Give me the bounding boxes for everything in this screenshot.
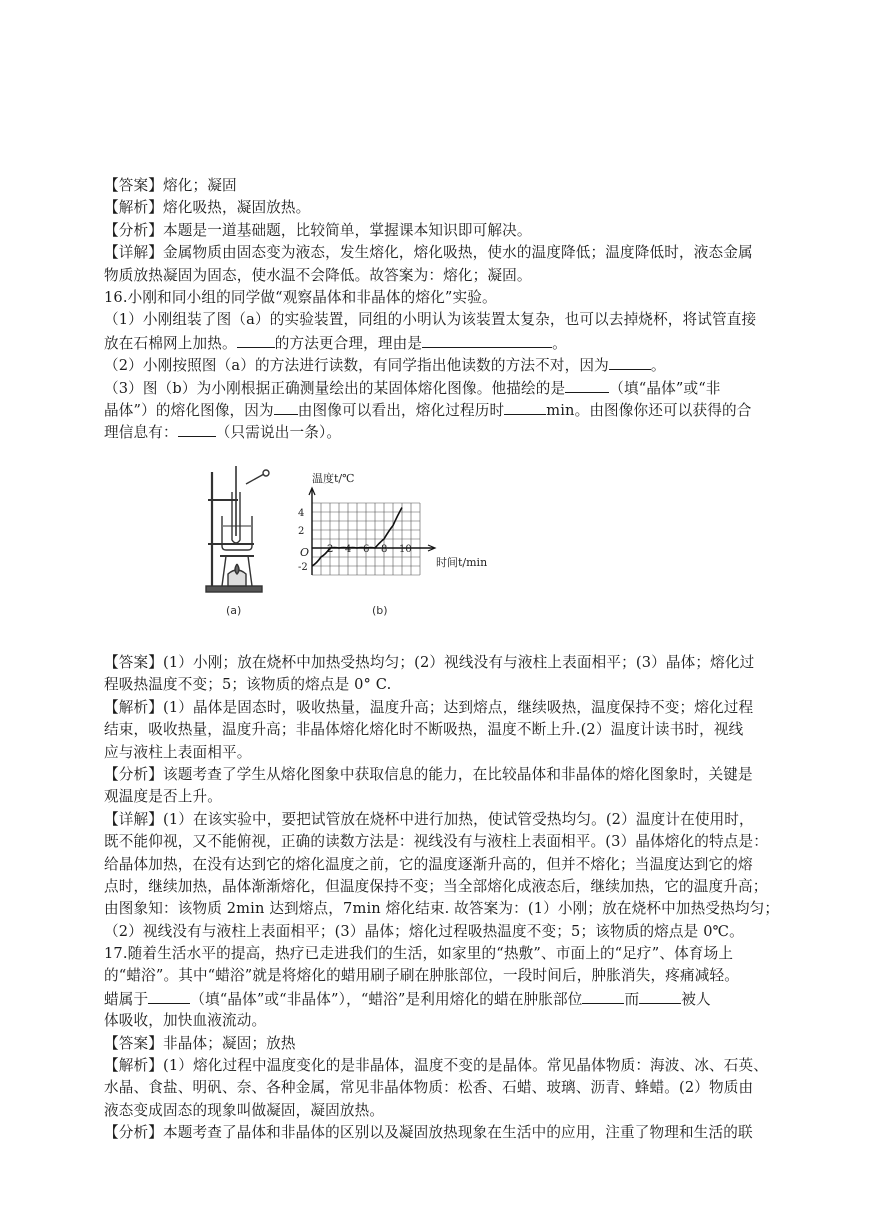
question-16-part3-cont: [104, 399, 780, 421]
detail-line: 【详解】金属物质由固态变为液态，发生熔化，熔化吸热，使水的温度降低；温度降低时，液态金属: [104, 244, 753, 262]
text-segment: 。: [552, 334, 567, 352]
fenxi-line: 【分析】本题考查了晶体和非晶体的区别以及凝固放热现象在生活中的应用，注重了物理和生活的联: [104, 1124, 753, 1142]
text-segment: （2）小刚按照图（a）的方法进行读数，有同学指出他读数的方法不对，因为: [104, 357, 609, 375]
question-16-part2: [104, 354, 780, 376]
text-segment: （填“晶体”或“非晶体”），“蜡浴”是利用熔化的蜡在肿胀部位: [190, 990, 583, 1008]
y-tick-label: -2: [298, 562, 308, 573]
answer-line: 【答案】(1）小刚；放在烧杯中加热受热均匀；(2）视线没有与液柱上表面相平；(3）晶体；熔化过: [104, 654, 755, 671]
text-segment: 。: [650, 357, 666, 375]
x-tick-label: 10: [399, 544, 412, 555]
origin-label: O: [300, 546, 310, 559]
question-16-part1-cont: [104, 332, 780, 354]
answer-blank: [504, 399, 546, 415]
analysis-line: 水晶、食盐、明矾、奈、各种金属，常见非晶体物质：松香、石蜡、玻璃、沥青、蜂蜡。(2）物质由: [104, 1079, 754, 1097]
x-tick-label: 6: [363, 544, 370, 555]
question-17-stem: 17.随着生活水平的提高，热疗已走进我们的生活，如家里的“热敷”、市面上的“足疗”、体育场上: [104, 945, 734, 963]
question-16-part3-end: [104, 421, 780, 443]
answer-blank: [609, 354, 651, 370]
question-17-blanks: [104, 988, 780, 1010]
question-17-stem: 的“蜡浴”。其中“蜡浴”就是将熔化的蜡用刷子刷在肿胀部位，一段时间后，肿胀消失，疼痛减轻。: [104, 967, 739, 985]
analysis-line: 【解析】(1）晶体是固态时，吸收热量，温度升高；达到熔点，继续吸热，温度保持不变；熔化过程: [104, 698, 754, 716]
tripod-leg: [222, 556, 226, 586]
fenxi-line: 【分析】本题是一道基础题，比较简单，掌握课本知识即可解决。: [104, 221, 532, 239]
text-segment: 由图像可以看出，熔化过程历时: [297, 401, 505, 419]
text-segment: 的方法更合理，理由是: [274, 334, 423, 352]
text-segment: （3）图（b）为小刚根据正确测量绘出的某固体熔化图像。他描绘的是: [104, 379, 566, 397]
apparatus-drawing: [206, 466, 269, 592]
analysis-line: 【解析】熔化吸热，凝固放热。: [104, 199, 311, 217]
text-segment: （填“晶体”或“非: [609, 379, 721, 397]
x-axis-label: 时间t/min: [436, 556, 488, 569]
x-tick-label: 8: [381, 544, 388, 555]
text-segment: 蜡属于: [104, 990, 149, 1008]
figure-b-label: (b): [372, 604, 388, 617]
figure-a-label: (a): [226, 604, 242, 617]
text-segment: （只需说出一条）。: [215, 424, 342, 442]
figure-svg: [196, 460, 526, 620]
text-segment: 而: [624, 990, 640, 1008]
q15-solution-block: [104, 175, 780, 444]
y-axis-label: 温度t/℃: [312, 472, 355, 485]
x-tick-label: 2: [327, 544, 334, 555]
analysis-line: 液态变成固态的现象叫做凝固，凝固放热。: [104, 1101, 385, 1119]
detail-line: 既不能仰视，又不能俯视，正确的读数方法是：视线没有与液柱上表面相平。(3）晶体熔化的特点是：: [104, 833, 769, 851]
answer-blank: [422, 332, 552, 348]
q16-solution-block: [104, 652, 780, 1145]
question-16-stem: 16.小刚和同小组的同学做“观察晶体和非晶体的熔化”实验。: [104, 288, 497, 306]
stand-base: [206, 586, 262, 592]
analysis-line: 【解析】(1）熔化过程中温度变化的是非晶体，温度不变的是晶体。常见晶体物质：海波、冰、石英、: [104, 1057, 769, 1075]
text-segment: min。由图像你还可以获得的合: [546, 401, 752, 419]
answer-blank: [565, 377, 609, 393]
answer-blank: [582, 988, 624, 1004]
flame: [235, 564, 239, 574]
text-segment: 晶体”）的熔化图像，因为: [104, 401, 274, 419]
answer-blank: [274, 399, 298, 415]
tripod-leg: [248, 556, 252, 586]
answer-blank: [148, 988, 190, 1004]
eye-symbol: [263, 470, 269, 476]
fenxi-line: 观温度是否上升。: [104, 788, 222, 806]
analysis-line: 结束，吸收热量，温度升高；非晶体熔化熔化时不断吸热，温度不断上升.(2）温度计读书时，视线: [104, 721, 744, 739]
text-segment: 放在石棉网上加热。: [104, 334, 237, 352]
y-tick-label: 2: [298, 526, 305, 537]
y-tick-label: 4: [298, 508, 305, 519]
question-16-part3: [104, 377, 780, 399]
fenxi-line: 【分析】该题考查了学生从熔化图象中获取信息的能力，在比较晶体和非晶体的熔化图象时，关键是: [104, 765, 753, 783]
x-tick-label: 4: [345, 544, 352, 555]
detail-line: （2）视线没有与液柱上表面相平；(3）晶体；熔化过程吸热温度不变；5；该物质的熔点是 0℃。: [104, 922, 744, 940]
detail-line: 物质放热凝固为固态，使水温不会降低。故答案为：熔化；凝固。: [104, 266, 532, 284]
text-segment: 理信息有：: [104, 424, 178, 442]
answer-blank: [178, 421, 216, 437]
observer-line: [246, 474, 264, 484]
detail-line: 由图象知：该物质 2min 达到熔点，7min 熔化结束. 故答案为：(1）小刚；放在烧杯中加热受热均匀；: [104, 900, 780, 918]
experiment-figure: [196, 460, 526, 620]
question-17-stem: 体吸收，加快血液流动。: [104, 1012, 267, 1030]
analysis-line: 应与液柱上表面相平。: [104, 743, 252, 761]
detail-line: 给晶体加热，在没有达到它的熔化温度之前，它的温度逐渐升高的，但并不熔化；当温度达到它的熔: [104, 855, 753, 873]
answer-line: 【答案】熔化；凝固: [104, 177, 237, 194]
answer-blank: [237, 332, 275, 348]
detail-line: 点时，继续加热，晶体渐渐熔化，但温度保持不变；当全部熔化成液态后，继续加热，它的温度升高；: [104, 877, 768, 895]
answer-line: 【答案】非晶体；凝固；放热: [104, 1034, 296, 1052]
melting-graph: [298, 488, 435, 575]
answer-line: 程吸热温度不变；5；该物质的熔点是 0° C.: [104, 676, 392, 694]
text-segment: 被人: [681, 990, 711, 1008]
detail-line: 【详解】(1）在该实验中，要把试管放在烧杯中进行加热，使试管受热均匀。(2）温度计在使用时，: [104, 810, 754, 828]
answer-blank: [639, 988, 681, 1004]
question-16-part1: （1）小刚组装了图（a）的实验装置，同组的小明认为该装置太复杂，也可以去掉烧杯，将试管直接: [104, 311, 757, 329]
